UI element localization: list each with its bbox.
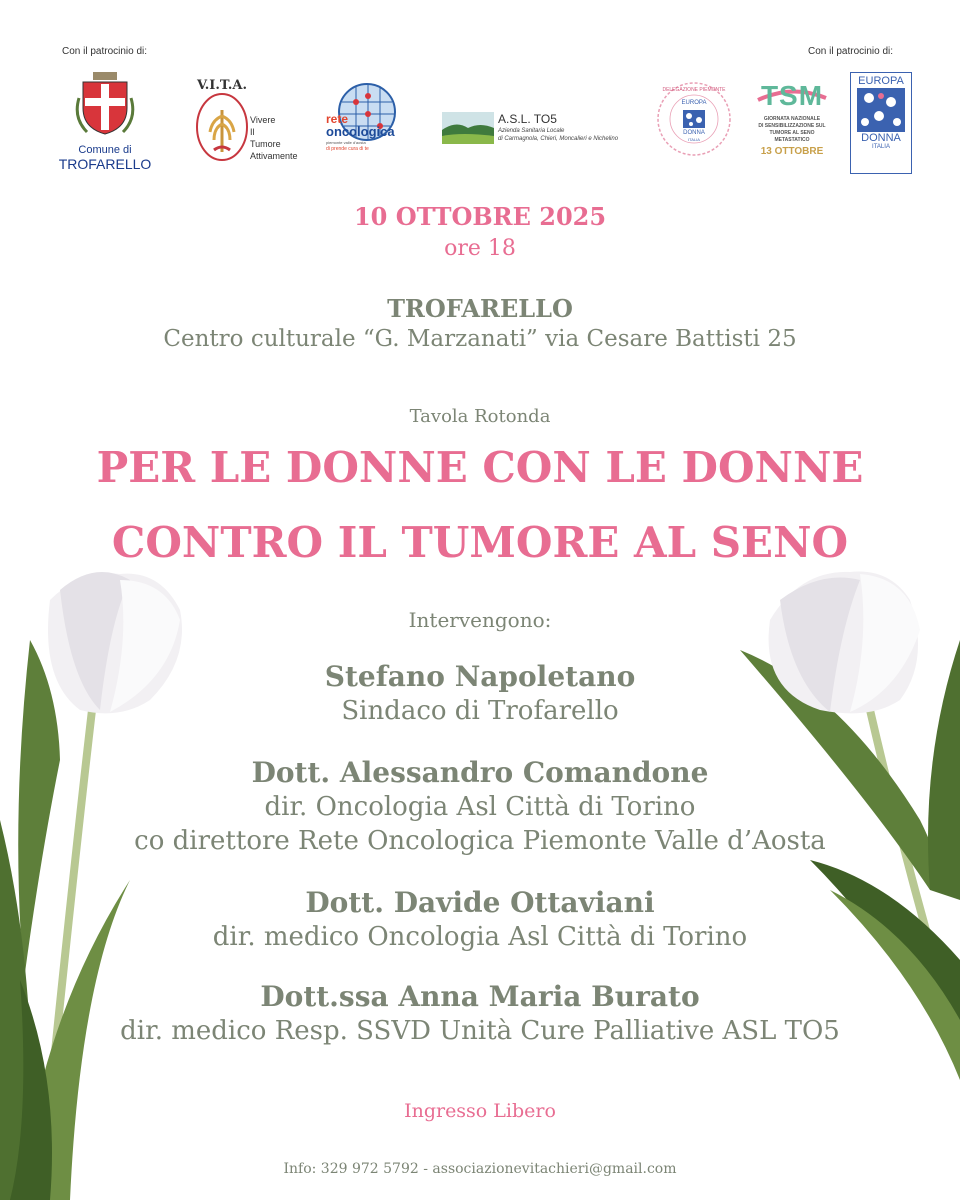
asl-title: A.S.L. TO5 — [498, 112, 557, 126]
vita-line3: Tumore — [250, 139, 281, 149]
event-time: ore 18 — [444, 236, 516, 261]
free-entry: Ingresso Libero — [404, 1100, 556, 1122]
rete-oncologica-logo — [322, 82, 412, 158]
trofarello-line2: TROFARELLO — [58, 156, 152, 172]
europa-donna-line1: EUROPA — [858, 75, 904, 87]
europa-donna-figures-icon — [857, 88, 905, 132]
event-venue: Centro culturale “G. Marzanati” via Cesare Battisti 25 — [163, 326, 797, 352]
wheat-icon — [194, 92, 250, 162]
asl-line2: di Carmagnola, Chieri, Moncalieri e Nichelino — [498, 136, 619, 142]
vita-line2: Il — [250, 127, 255, 137]
speaker-role: Sindaco di Trofarello — [341, 696, 619, 726]
europa-donna-logo — [850, 72, 912, 174]
tsm-date: 13 OTTOBRE — [760, 146, 824, 157]
event-date: 10 OTTOBRE 2025 — [353, 202, 607, 231]
rete-line1: rete — [326, 112, 349, 126]
asl-to5-logo — [440, 110, 630, 150]
patronage-label-right: Con il patrocinio di: — [808, 46, 894, 57]
event-city: TROFARELLO — [387, 294, 573, 323]
tsm-title: TSM — [760, 80, 824, 111]
europa-donna-line3: ITALIA — [872, 144, 890, 150]
delegazione-ring: DELEGAZIONE PIEMONTE — [662, 87, 726, 93]
tsm-line1: GIORNATA NAZIONALE — [763, 116, 821, 122]
europa-donna-line2: DONNA — [861, 132, 901, 144]
speaker-role: dir. medico Oncologia Asl Città di Torino — [212, 922, 748, 952]
trofarello-coat-of-arms-icon — [55, 68, 155, 138]
vita-line4: Attivamente — [250, 151, 298, 161]
vita-title: V.I.T.A. — [196, 78, 248, 93]
delegazione-piemonte-logo — [655, 80, 733, 158]
tsm-line2: DI SENSIBILIZZAZIONE SUL — [758, 123, 826, 129]
rete-line2: oncologica — [326, 124, 395, 139]
vita-logo — [190, 78, 300, 168]
speaker-name: Stefano Napoletano — [324, 660, 636, 693]
speaker-name: Dott. Alessandro Comandone — [251, 756, 709, 789]
delegazione-line1: EUROPA — [681, 100, 707, 106]
event-format: Tavola Rotonda — [409, 406, 551, 427]
speaker-role: dir. medico Resp. SSVD Unità Cure Palliative ASL TO5 — [120, 1016, 840, 1046]
vita-line1: Vivere — [250, 115, 276, 125]
speaker-name: Dott. Davide Ottaviani — [305, 886, 655, 919]
speaker-name: Dott.ssa Anna Maria Burato — [260, 980, 700, 1013]
speakers-heading: Intervengono: — [408, 608, 552, 632]
tsm-logo — [752, 80, 832, 162]
rete-line3: piemonte valle d'aosta — [326, 140, 366, 145]
speaker-role: dir. Oncologia Asl Città di Torino — [264, 792, 696, 822]
delegazione-line2: DONNA — [683, 130, 705, 136]
event-title-line2: CONTRO IL TUMORE AL SENO — [111, 518, 849, 567]
event-title-line1: PER LE DONNE CON LE DONNE — [96, 443, 864, 492]
patronage-label-left: Con il patrocinio di: — [62, 46, 148, 57]
contact-info: Info: 329 972 5792 - associazionevitachieri@gmail.com — [283, 1161, 677, 1177]
tsm-line3: TUMORE AL SENO METASTATICO — [769, 130, 815, 143]
delegazione-line3: ITALIA — [688, 137, 700, 142]
trofarello-line1: Comune di — [78, 144, 132, 156]
landscape-icon — [442, 112, 494, 144]
speaker-role: co direttore Rete Oncologica Piemonte Valle d’Aosta — [134, 826, 826, 856]
rete-line4: di prende cura di te — [326, 146, 369, 152]
trofarello-logo — [55, 68, 155, 174]
asl-line1: Azienda Sanitaria Locale — [498, 128, 565, 134]
